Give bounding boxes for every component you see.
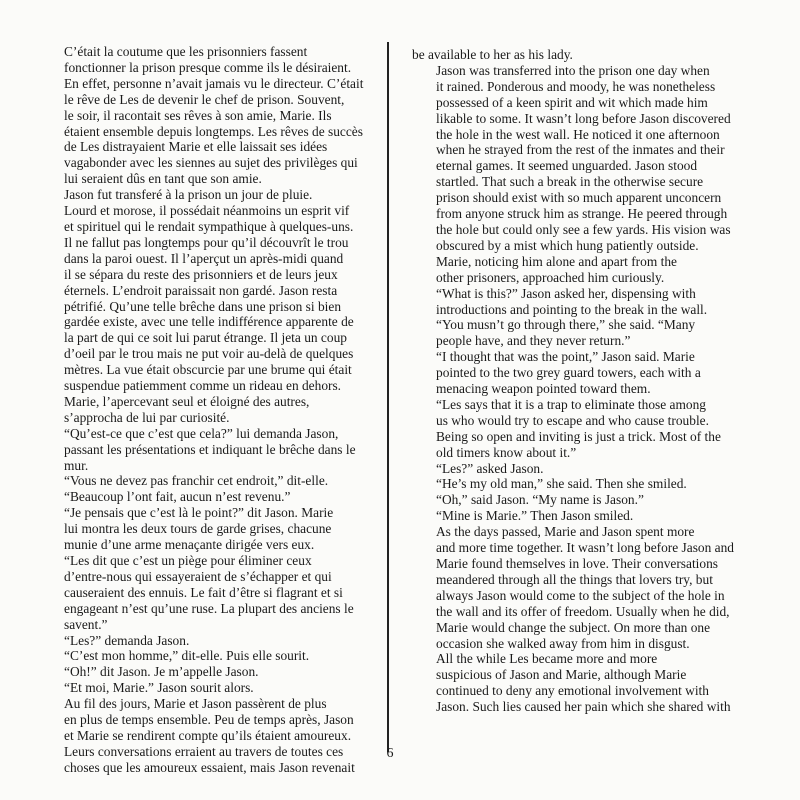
text-line: gardée existe, avec une telle indifférence apparente de [64, 314, 354, 330]
text-line: Lourd et morose, il possédait néanmoins un esprit vif [64, 203, 350, 219]
text-line: le rêve de Les de devenir le chef de prison. Souvent, [64, 91, 345, 107]
text-line: Jason fut transferé à la prison un jour de pluie. [64, 187, 313, 203]
text-line: possessed of a keen spirit and wit which made him [436, 94, 708, 110]
text-line: le soir, il racontait ses rêves à son amie, Marie. Ils [64, 107, 332, 123]
paragraph [40, 473, 362, 505]
text-line: causeraient des ennuis. Le fait d’être si flagrant et si [64, 584, 343, 600]
text-line: be available to her as his lady. [412, 47, 573, 62]
text-line: suspendue patiemment comme un rideau en dehors. [64, 378, 342, 394]
text-line: d’entre-nous qui essayeraient de s’échapper et qui [64, 568, 332, 584]
text-line: Au fil des jours, Marie et Jason passèrent de plus [64, 696, 327, 712]
text-line: occasion she walked away from him in disgust. [436, 635, 690, 651]
text-line: “Les?” asked Jason. [436, 460, 544, 476]
text-line: munie d’une arme menaçante dirigée vers eux. [64, 537, 315, 553]
text-line: people have, and they never return.” [436, 333, 631, 349]
text-line: startled. That such a break in the otherwise secure [436, 174, 704, 190]
paragraph [412, 47, 758, 63]
text-line: Marie found themselves in love. Their conversations [436, 556, 719, 571]
text-line: la part de qui ce soit lui parut étrange. Il jeta un coup [64, 330, 347, 346]
paragraph [412, 254, 758, 286]
column-divider [387, 42, 389, 752]
text-line: old timers know about it.” [436, 444, 577, 460]
paragraph [412, 508, 758, 524]
text-line: savent.” [64, 616, 108, 632]
text-line: “Qu’est-ce que c’est que cela?” lui demanda Jason, [64, 425, 339, 441]
text-line: As the days passed, Marie and Jason spent more [436, 524, 695, 540]
text-line: “Je pensais que c’est là le point?” dit Jason. Marie [64, 505, 334, 521]
text-line: mètres. La vue était obscurcie par une brume qui était [64, 362, 352, 378]
text-line: pointed to the two grey guard towers, each with a [436, 365, 701, 381]
text-line: “Oh,” said Jason. “My name is Jason.” [436, 492, 644, 508]
text-line: engageant n’est qu’une ruse. La plupart des anciens le [64, 600, 354, 616]
paragraph [40, 44, 362, 187]
text-line: s’approcha de lui par curiosité. [64, 409, 230, 425]
text-line: likable to some. It wasn’t long before Jason discovered [436, 110, 731, 126]
paragraph [412, 349, 758, 397]
text-line: suspicious of Jason and Marie, although Marie [436, 667, 687, 683]
text-line: pétrifié. Qu’une telle brêche dans une prison si bien [64, 298, 342, 314]
text-line: “He’s my old man,” she said. Then she smiled. [436, 476, 687, 492]
text-line: “I thought that was the point,” Jason said. Marie [436, 349, 695, 365]
text-line: C’était la coutume que les prisonniers fassent [64, 44, 308, 59]
paragraph [412, 397, 758, 461]
text-line: Il ne fallut pas longtemps pour qu’il découvrît le trou [64, 234, 349, 250]
text-line: et Marie se rendirent compte qu’ils étaient amoureux. [64, 727, 352, 743]
text-line: passant les présentations et indiquant le brêche dans le [64, 441, 356, 457]
text-line: “What is this?” Jason asked her, dispensing with [436, 285, 696, 301]
text-line: et spirituel qui le rendait sympathique à quelques-uns. [64, 218, 354, 234]
paragraph [412, 651, 758, 715]
text-line: obscured by a mist which hung patiently outside. [436, 237, 699, 253]
paragraph [40, 664, 362, 680]
text-line: d’oeil par le trou mais ne put voir au-delà de quelques [64, 346, 354, 362]
paragraph [40, 680, 362, 696]
text-line: Jason was transferred into the prison one day when [436, 62, 710, 78]
text-line: En effet, personne n’avait jamais vu le directeur. C’était [64, 75, 364, 91]
paragraph [40, 633, 362, 649]
text-line: de Les distrayaient Marie et elle laissait ses idées [64, 139, 328, 155]
paragraph [412, 492, 758, 508]
paragraph [40, 553, 362, 633]
text-line: “Les dit que c’est un piège pour éliminer ceux [64, 553, 312, 568]
text-line: fonctionner la prison presque comme ils le désiraient. [64, 59, 352, 75]
text-line: Marie, l’apercevant seul et éloigné des autres, [64, 393, 310, 409]
paragraph [412, 63, 758, 254]
text-line: mur. [64, 457, 89, 473]
text-line: Jason. Such lies caused her pain which she shared with [436, 699, 731, 715]
text-line: always Jason would come to the subject of the hole in [436, 587, 725, 603]
text-line: lui montra les deux tours de garde grises, chacune [64, 521, 332, 537]
text-line: il se sépara du reste des prisonniers et de leurs jeux [64, 266, 338, 282]
text-line: éternels. L’endroit paraissait non gardé. Jason resta [64, 282, 338, 298]
text-line: Leurs conversations erraient au travers de toutes ces [64, 743, 344, 759]
text-line: “You musn’t go through there,” she said. “Many [436, 317, 696, 333]
paragraph [412, 286, 758, 318]
text-line: “Vous ne devez pas franchir cet endroit,” dit-elle. [64, 473, 329, 489]
text-line: “Et moi, Marie.” Jason sourit alors. [64, 680, 254, 696]
text-line: “Mine is Marie.” Then Jason smiled. [436, 508, 634, 524]
text-line: eternal games. It seemed unguarded. Jason stood [436, 158, 698, 174]
text-line: étaient ensemble depuis longtemps. Les rêves de succès [64, 123, 363, 139]
text-line: en plus de temps ensemble. Peu de temps après, Jason [64, 712, 354, 728]
text-line: lui seraient dûs en tant que son amie. [64, 171, 262, 187]
text-line: “Beaucoup l’ont fait, aucun n’est revenu.” [64, 489, 291, 505]
text-line: the hole but could only see a few yards. His vision was [436, 221, 731, 237]
paragraph [40, 187, 362, 394]
text-line: from anyone struck him as strange. He peered through [436, 206, 728, 222]
text-line: the wall and its offer of freedom. Usually when he did, [436, 603, 730, 619]
text-line: Being so open and inviting is just a trick. Most of the [436, 428, 721, 444]
text-line: “Oh!” dit Jason. Je m’appelle Jason. [64, 664, 259, 680]
paragraph [412, 461, 758, 477]
paragraph [40, 426, 362, 474]
text-line: “Les says that it is a trap to eliminate those among [436, 396, 706, 412]
text-line: vagabonder avec les siennes au sujet des privilèges qui [64, 155, 358, 171]
text-line: us who would try to escape and who cause trouble. [436, 412, 709, 428]
text-line: “Les?” demanda Jason. [64, 632, 190, 648]
paragraph [40, 505, 362, 553]
text-line: dans la paroi ouest. Il l’aperçut un après-midi quand [64, 250, 344, 266]
paragraph [412, 524, 758, 651]
paragraph [40, 648, 362, 664]
text-line: menacing weapon pointed toward them. [436, 381, 651, 397]
text-line: when he strayed from the rest of the inmates and their [436, 142, 725, 158]
text-line: and more time together. It wasn’t long before Jason and [436, 540, 734, 556]
text-line: other prisoners, approached him curiously. [436, 269, 665, 285]
text-line: Marie would change the subject. On more than one [436, 619, 711, 635]
text-line: “C’est mon homme,” dit-elle. Puis elle sourit. [64, 648, 310, 664]
text-line: choses que les amoureux essaient, mais Jason revenait [64, 759, 355, 775]
paragraph [40, 696, 362, 776]
paragraph [40, 394, 362, 426]
french-text-column [40, 44, 362, 776]
text-line: it rained. Ponderous and moody, he was nonetheless [436, 78, 716, 94]
text-line: prison should exist with so much apparent unconcern [436, 190, 722, 206]
text-line: the hole in the west wall. He noticed it one afternoon [436, 126, 720, 142]
text-line: continued to deny any emotional involvement with [436, 683, 709, 699]
page-number: 6 [386, 746, 394, 761]
text-line: meandered through all the things that lovers try, but [436, 571, 713, 587]
text-line: Marie, noticing him alone and apart from the [436, 253, 677, 269]
paragraph [412, 476, 758, 492]
paragraph [412, 317, 758, 349]
text-line: All the while Les became more and more [436, 651, 658, 667]
text-line: introductions and pointing to the break in the wall. [436, 301, 708, 317]
english-text-column [412, 47, 758, 715]
